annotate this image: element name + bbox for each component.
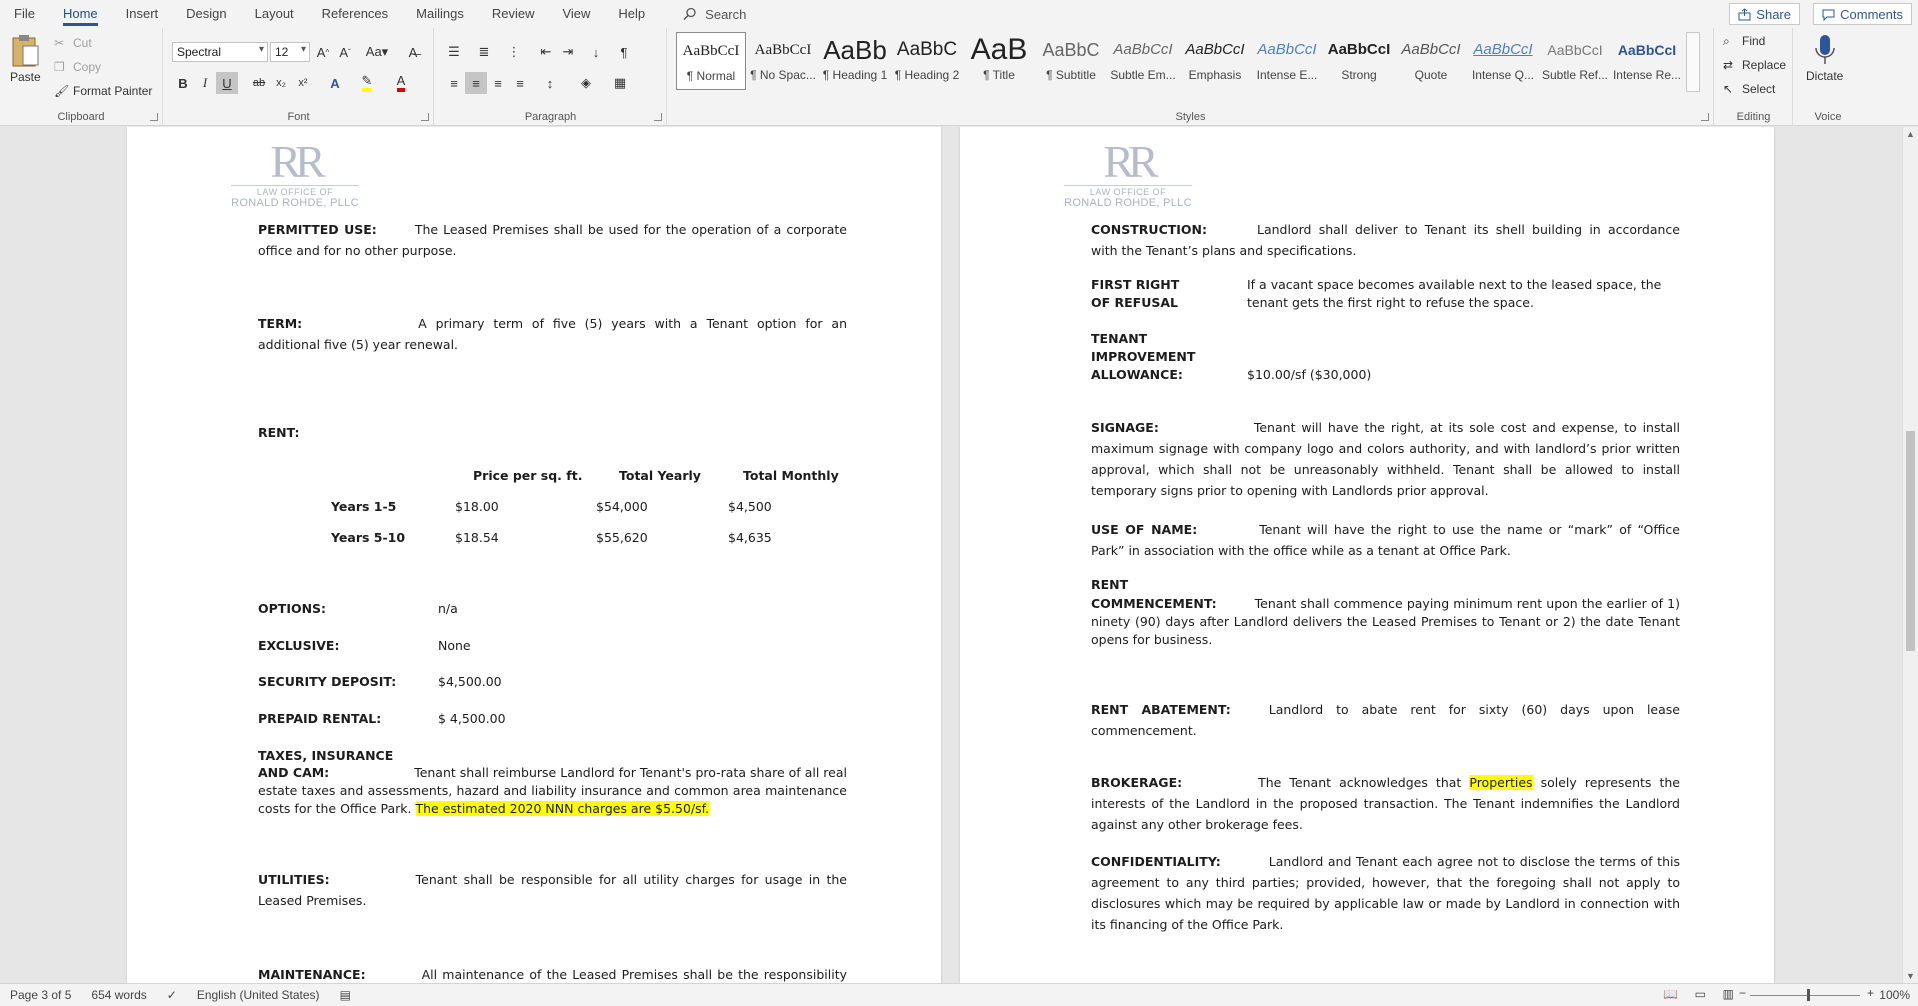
vertical-scrollbar[interactable] xyxy=(1902,127,1918,983)
term-text: A primary term of five (5) years with a Tenant option for an additional five (5) year renewal. xyxy=(258,316,847,352)
cut-button[interactable] xyxy=(54,36,92,50)
align-center-icon[interactable]: ≡ xyxy=(465,72,487,94)
signage-paragraph[interactable] xyxy=(1091,417,1680,501)
rent-row-yearly: $55,620 xyxy=(596,530,648,545)
menu-bar xyxy=(0,0,1918,28)
scroll-up-icon[interactable]: ▲ xyxy=(1906,129,1915,139)
security-deposit-label: SECURITY DEPOSIT: xyxy=(258,674,397,689)
font-group xyxy=(164,28,434,126)
align-left-icon[interactable]: ≡ xyxy=(450,75,458,91)
scissors-icon: ✂ xyxy=(54,36,65,50)
voice-group-label: Voice xyxy=(1814,111,1842,123)
first-right-label-line1: FIRST RIGHT xyxy=(1091,277,1180,292)
rent-abatement-paragraph[interactable] xyxy=(1091,699,1680,741)
clipboard-group xyxy=(0,28,163,126)
brokerage-paragraph[interactable] xyxy=(1091,772,1680,835)
permitted-use-text: The Leased Premises shall be used for the operation of a corporate office and for no other purpose. xyxy=(258,222,847,258)
status-bar xyxy=(0,983,1918,1006)
style-sample: AaB xyxy=(970,33,1028,66)
confidentiality-label: CONFIDENTIALITY: xyxy=(1091,854,1221,869)
replace-label: Replace xyxy=(1742,58,1787,72)
style-subtle-emphasis[interactable] xyxy=(1108,32,1178,90)
style-quote[interactable] xyxy=(1396,32,1466,90)
document-area[interactable] xyxy=(0,127,1902,983)
font-color-icon[interactable]: A xyxy=(390,72,412,94)
style-subtitle[interactable] xyxy=(1036,32,1106,90)
style-intense-reference[interactable] xyxy=(1612,32,1682,90)
page-right[interactable] xyxy=(960,127,1774,983)
style-heading-1[interactable] xyxy=(820,32,890,90)
style-sample: AaBbCcI xyxy=(1617,42,1677,58)
maintenance-label: MAINTENANCE: xyxy=(258,967,366,982)
copy-label: Copy xyxy=(73,60,102,74)
construction-label: CONSTRUCTION: xyxy=(1091,222,1208,237)
construction-paragraph[interactable] xyxy=(1091,219,1680,261)
comments-label: Comments xyxy=(1840,6,1903,22)
rent-row-period: Years 5-10 xyxy=(331,530,406,545)
paragraph-group-label: Paragraph xyxy=(524,111,577,123)
format-painter-label: Format Painter xyxy=(73,84,153,98)
share-button[interactable] xyxy=(1729,3,1800,25)
law-office-logo xyxy=(225,136,365,215)
tia-value: $10.00/sf ($30,000) xyxy=(1247,367,1372,382)
ribbon xyxy=(0,28,1918,126)
editing-group-label: Editing xyxy=(1736,111,1771,123)
style-name: ¶ Heading 1 xyxy=(822,68,888,82)
logo-subtitle: LAW OFFICE OF xyxy=(1064,185,1192,197)
security-deposit-value: $4,500.00 xyxy=(438,674,502,689)
copy-icon: ❐ xyxy=(54,60,65,74)
paste-button[interactable] xyxy=(10,34,41,84)
clear-formatting-icon[interactable]: A̶ xyxy=(408,44,418,60)
style-name: Emphasis xyxy=(1188,68,1242,82)
numbering-icon[interactable]: ≣ xyxy=(478,44,490,59)
show-formatting-icon[interactable]: ¶ xyxy=(620,44,628,60)
permitted-use-label: PERMITTED USE: xyxy=(258,222,377,237)
font-family-select[interactable]: Spectral ▾ xyxy=(172,42,268,62)
web-layout-icon[interactable]: ▥ xyxy=(1722,987,1734,1001)
cursor-icon: ↖ xyxy=(1723,82,1734,96)
confidentiality-text: Landlord and Tenant each agree not to disclose the terms of this agreement to any third parties; provided, however, that the foregoing shall not apply to disclosures which may be required by applicable law or made by Landlord in connection with its financing of the Office Park. xyxy=(1091,854,1680,932)
use-of-name-paragraph[interactable] xyxy=(1091,519,1680,561)
options-label: OPTIONS: xyxy=(258,601,327,616)
style-name: Intense Q... xyxy=(1471,68,1535,82)
style-normal[interactable] xyxy=(676,32,746,90)
utilities-paragraph[interactable] xyxy=(258,869,847,911)
paintbrush-icon: 🖌 xyxy=(54,84,70,98)
font-group-label: Font xyxy=(287,111,310,123)
magnifier-icon: ⌕ xyxy=(1723,34,1730,48)
permitted-use-paragraph[interactable] xyxy=(258,219,847,261)
style-name: ¶ No Spac... xyxy=(750,68,816,82)
zoom-out-icon[interactable]: − xyxy=(1738,986,1746,1000)
menu-insert[interactable]: Insert xyxy=(125,6,159,21)
borders-icon[interactable]: ▦ xyxy=(613,75,627,90)
search-icon xyxy=(683,7,697,21)
select-button[interactable] xyxy=(1723,82,1775,96)
style-sample: AaBbC xyxy=(896,39,958,60)
maintenance-paragraph[interactable] xyxy=(258,964,847,983)
style-sample: AaBbCcI xyxy=(1327,41,1391,58)
rent-row-period: Years 1-5 xyxy=(331,499,397,514)
decrease-indent-icon[interactable]: ⇤ xyxy=(540,44,552,59)
nnn-highlight: The estimated 2020 NNN charges are $5.50/sf. xyxy=(415,801,710,816)
rent-commencement-label-line2: COMMENCEMENT: xyxy=(1091,596,1217,611)
use-of-name-label: USE OF NAME: xyxy=(1091,522,1198,537)
voice-group xyxy=(1794,28,1862,126)
properties-highlight: Properties xyxy=(1469,775,1533,790)
style-heading-2[interactable] xyxy=(892,32,962,90)
style-sample: AaBbCcI xyxy=(1257,41,1317,58)
style-intense-quote[interactable] xyxy=(1468,32,1538,90)
italic-button[interactable]: I xyxy=(202,75,208,90)
share-label: Share xyxy=(1756,6,1791,22)
rent-commencement-text: Tenant shall commence paying minimum rent upon the earlier of 1) ninety (90) days after Landlord delivers the Leased Premises to Tenant or 2) the date Tenant opens for business. xyxy=(1091,596,1680,647)
comment-icon xyxy=(1822,8,1835,21)
tia-label-line1: TENANT xyxy=(1091,331,1148,346)
style-title[interactable] xyxy=(964,32,1034,90)
paragraph-group xyxy=(435,28,667,126)
use-of-name-text: Tenant will have the right to use the name or “mark” of “Office Park” in association with the office while as a tenant at Office Park. xyxy=(1091,522,1680,558)
line-spacing-icon[interactable]: ↕ xyxy=(546,75,554,91)
style-sample: AaBb xyxy=(823,35,887,65)
first-right-text-line2: tenant gets the first right to refuse the space. xyxy=(1247,295,1534,310)
style-name: Intense Re... xyxy=(1612,68,1682,82)
logo-monogram: RR xyxy=(270,136,320,187)
scroll-down-icon[interactable]: ▼ xyxy=(1906,971,1915,981)
paragraph-launcher-icon[interactable] xyxy=(654,113,662,121)
microphone-icon xyxy=(1814,34,1836,66)
style-sample: AaBbCcI xyxy=(754,42,812,58)
rent-header-monthly: Total Monthly xyxy=(743,468,839,483)
style-sample: AaBbCcI xyxy=(1113,41,1173,58)
menu-review[interactable]: Review xyxy=(491,6,535,21)
maintenance-text: All maintenance of the Leased Premises shall be the responsibility xyxy=(421,967,847,982)
find-label: Find xyxy=(1742,34,1766,48)
rent-header-yearly: Total Yearly xyxy=(619,468,701,483)
style-name: Subtle Ref... xyxy=(1541,68,1609,82)
tia-label-line3: ALLOWANCE: xyxy=(1091,367,1183,382)
law-office-logo xyxy=(1058,136,1198,215)
term-label: TERM: xyxy=(258,316,303,331)
menu-help[interactable]: Help xyxy=(618,6,646,21)
language[interactable]: English (United States) xyxy=(196,988,320,1002)
text-effects-icon[interactable]: A xyxy=(330,75,340,91)
rent-abatement-label: RENT ABATEMENT: xyxy=(1091,702,1231,717)
style-no-spacing[interactable] xyxy=(748,32,818,90)
clipboard-icon xyxy=(10,34,40,68)
rent-commencement-label-line1: RENT xyxy=(1091,577,1129,592)
style-sample: AaBbCcI xyxy=(1401,41,1461,58)
align-right-icon[interactable]: ≡ xyxy=(494,75,502,91)
brokerage-text-before: The Tenant acknowledges that xyxy=(1258,775,1462,790)
multilevel-list-icon[interactable]: ⋮ xyxy=(507,44,521,59)
style-emphasis[interactable] xyxy=(1180,32,1250,90)
rent-row-monthly: $4,635 xyxy=(728,530,772,545)
dictate-label: Dictate xyxy=(1806,69,1844,83)
menu-file[interactable]: File xyxy=(14,6,35,21)
zoom-in-icon[interactable]: + xyxy=(1866,986,1874,1000)
search-box[interactable] xyxy=(683,7,746,22)
zoom-slider[interactable] xyxy=(1750,995,1860,996)
select-label: Select xyxy=(1742,82,1776,96)
cut-label: Cut xyxy=(73,36,92,50)
font-launcher-icon[interactable] xyxy=(421,113,429,121)
word-count[interactable]: 654 words xyxy=(91,988,147,1002)
signage-text: Tenant will have the right, at its sole cost and expense, to install maximum signage with company logo and colors authority, and with landlord’s prior written approval, which shall not be unreasonably withheld. Tenant shall be allowed to install temporary signs prior to opening with Landlords prior approval. xyxy=(1091,420,1680,498)
first-right-label-line2: OF REFUSAL xyxy=(1091,295,1179,310)
increase-indent-icon[interactable]: ⇥ xyxy=(562,44,574,59)
style-intense-emphasis[interactable] xyxy=(1252,32,1322,90)
style-sample: AaBbCcI xyxy=(1547,42,1603,58)
format-painter-button[interactable] xyxy=(54,84,152,98)
comments-button[interactable] xyxy=(1813,3,1912,25)
zoom-slider-thumb[interactable] xyxy=(1807,989,1810,1001)
menu-home[interactable]: Home xyxy=(49,0,112,28)
paste-label: Paste xyxy=(10,70,41,84)
confidentiality-paragraph[interactable] xyxy=(1091,851,1680,935)
style-name: Subtle Em... xyxy=(1110,68,1176,82)
copy-button[interactable] xyxy=(54,60,101,74)
first-right-text-line1: If a vacant space becomes available next to the leased space, the xyxy=(1247,277,1662,292)
proofing-icon[interactable]: ✓ xyxy=(166,988,177,1002)
replace-icon: ⇄ xyxy=(1723,58,1734,72)
rent-abatement-text: Landlord to abate rent for sixty (60) days upon lease commencement. xyxy=(1091,702,1680,738)
taxes-text: Tenant shall reimburse Landlord for Tenant's pro-rata share of all real estate taxes and assessments, hazard and liability insurance and common area maintenance costs for the Office Park. xyxy=(258,765,847,816)
brokerage-text-after: solely represents the interests of the Landlord in the proposed transaction. The Tenant indemnifies the Landlord against any other brokerage fees. xyxy=(1091,775,1680,832)
style-name: Strong xyxy=(1341,68,1377,82)
utilities-text: Tenant shall be responsible for all utility charges for usage in the Leased Premises. xyxy=(258,872,847,908)
highlight-color-icon[interactable]: ✎ xyxy=(356,72,378,94)
taxes-label-line2: AND CAM: xyxy=(258,765,330,780)
logo-name: RONALD ROHDE, PLLC xyxy=(1064,197,1192,209)
search-label: Search xyxy=(705,6,747,22)
editing-group xyxy=(1715,28,1793,126)
style-subtle-reference[interactable] xyxy=(1540,32,1610,90)
font-size-select[interactable]: 12 ▾ xyxy=(270,42,310,62)
exclusive-label: EXCLUSIVE: xyxy=(258,638,340,653)
style-name: ¶ Subtitle xyxy=(1046,68,1096,82)
style-sample: AaBbCcI xyxy=(1185,41,1245,58)
menu-layout[interactable]: Layout xyxy=(254,6,294,21)
styles-scroll-icon[interactable] xyxy=(1686,32,1700,92)
term-paragraph[interactable] xyxy=(258,313,847,355)
rent-row-price: $18.00 xyxy=(455,499,499,514)
logo-subtitle: LAW OFFICE OF xyxy=(231,185,359,197)
styles-gallery xyxy=(676,32,1686,92)
prepaid-rental-value: $ 4,500.00 xyxy=(438,711,506,726)
style-strong[interactable] xyxy=(1324,32,1394,90)
style-sample: AaBbCcI xyxy=(1473,41,1533,58)
brokerage-label: BROKERAGE: xyxy=(1091,775,1183,790)
logo-monogram: RR xyxy=(1103,136,1153,187)
menu-view[interactable]: View xyxy=(562,6,591,21)
zoom-level[interactable]: 100% xyxy=(1879,988,1910,1002)
find-button[interactable] xyxy=(1723,34,1765,48)
superscript-button[interactable]: x² xyxy=(298,77,308,89)
style-name: ¶ Normal xyxy=(686,69,736,83)
options-value: n/a xyxy=(438,601,458,616)
style-sample: AaBbC xyxy=(1042,40,1100,60)
taxes-paragraph[interactable] xyxy=(258,764,847,818)
exclusive-value: None xyxy=(438,638,471,653)
rent-row-yearly: $54,000 xyxy=(596,499,648,514)
rent-header-price: Price per sq. ft. xyxy=(473,468,583,483)
construction-text: Landlord shall deliver to Tenant its shell building in accordance with the Tenant’s plans and specifications. xyxy=(1091,222,1680,258)
prepaid-rental-label: PREPAID RENTAL: xyxy=(258,711,382,726)
bullets-icon[interactable]: ☰ xyxy=(448,44,460,59)
utilities-label: UTILITIES: xyxy=(258,872,330,887)
menu-references[interactable]: References xyxy=(321,6,389,21)
rent-row-monthly: $4,500 xyxy=(728,499,772,514)
scroll-thumb[interactable] xyxy=(1906,431,1915,651)
share-icon xyxy=(1738,8,1751,21)
page-left[interactable] xyxy=(127,127,941,983)
change-case-icon[interactable]: Aa▾ xyxy=(365,44,389,59)
tia-label-line2: IMPROVEMENT xyxy=(1091,349,1196,364)
strikethrough-button[interactable]: ab xyxy=(252,77,266,89)
rent-label: RENT: xyxy=(258,425,300,440)
taxes-label-line1: TAXES, INSURANCE xyxy=(258,748,394,763)
sort-icon[interactable]: ↓ xyxy=(592,44,600,60)
subscript-button[interactable]: x₂ xyxy=(276,77,286,89)
style-name: Quote xyxy=(1414,68,1448,82)
clipboard-group-label: Clipboard xyxy=(57,111,105,123)
style-name: Intense E... xyxy=(1256,68,1318,82)
replace-button[interactable] xyxy=(1723,58,1786,72)
shading-icon[interactable]: ◈ xyxy=(581,75,591,90)
rent-row-price: $18.54 xyxy=(455,530,499,545)
bold-button[interactable]: B xyxy=(178,75,188,91)
logo-name: RONALD ROHDE, PLLC xyxy=(231,197,359,209)
macro-icon[interactable]: ▤ xyxy=(339,988,351,1002)
menu-design[interactable]: Design xyxy=(186,6,227,21)
style-name: ¶ Heading 2 xyxy=(894,68,960,82)
signage-label: SIGNAGE: xyxy=(1091,420,1159,435)
styles-group-label: Styles xyxy=(1175,111,1206,123)
page-count[interactable]: Page 3 of 5 xyxy=(10,988,72,1002)
read-mode-icon[interactable]: 📖 xyxy=(1663,987,1678,1001)
print-layout-icon[interactable]: ▭ xyxy=(1694,987,1706,1001)
style-name: ¶ Title xyxy=(983,68,1015,82)
dictate-button[interactable] xyxy=(1806,34,1843,83)
clipboard-launcher-icon[interactable] xyxy=(150,113,158,121)
justify-icon[interactable]: ≡ xyxy=(516,75,524,91)
shrink-font-icon[interactable]: A ˇ xyxy=(339,44,351,60)
styles-launcher-icon[interactable] xyxy=(1701,113,1709,121)
style-sample: AaBbCcI xyxy=(682,43,740,59)
rent-commencement-paragraph[interactable] xyxy=(1091,595,1680,649)
grow-font-icon[interactable]: A ^ xyxy=(316,44,330,60)
menu-mailings[interactable]: Mailings xyxy=(416,6,464,21)
underline-button[interactable]: U xyxy=(216,72,238,94)
